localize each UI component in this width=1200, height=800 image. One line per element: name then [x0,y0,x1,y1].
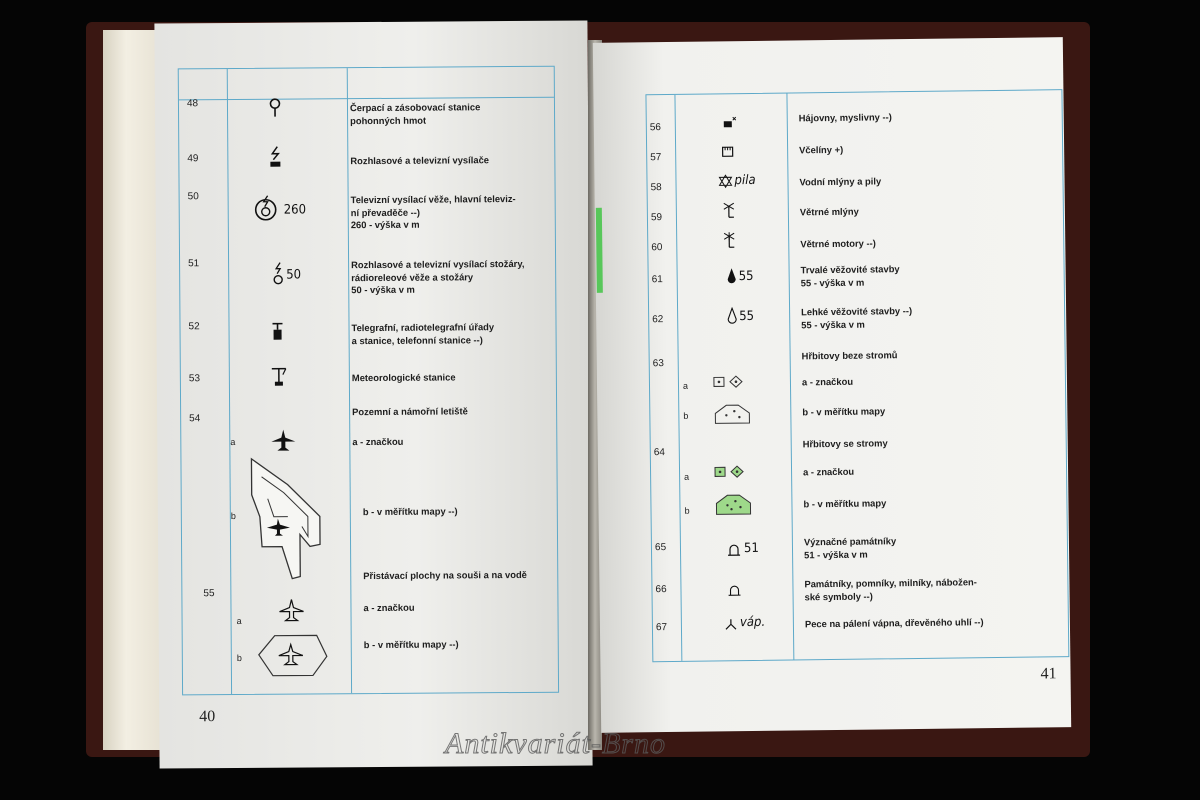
cemetery-trees-map-scale-icon [713,493,753,517]
symbol-height-label: 50 [286,267,302,283]
row-description: Lehké věžovité stavby --) 55 - výška v m [801,305,913,330]
small-monument-icon [728,585,740,597]
wind-motor-icon [722,231,736,249]
page-edges [103,30,161,750]
row-description: Památníky, pomníky, milníky, nábožen- ské symboly --) [804,576,977,602]
row-description: Význačné památníky 51 - výška v m [803,535,897,560]
sub-letter: a [236,615,242,626]
row-number: 49 [187,153,199,165]
sub-letter: b [684,505,690,516]
page-number: 41 [1040,665,1057,683]
row-description: Čerpací a zásobovací stanice pohonných hmot [349,101,481,126]
row-description: Vodní mlýny a pily [799,175,882,188]
sub-description: b - v měřítku mapy --) [363,638,459,651]
gamekeeper-lodge-icon [722,115,738,129]
sub-description: b - v měřítku mapy [803,497,887,510]
row-number: 57 [650,152,662,164]
row-number: 67 [655,622,668,634]
row-description: Meteorologické stanice [351,371,456,384]
sub-description: b - v měřítku mapy [802,405,886,418]
sub-letter: a [230,436,236,448]
sub-letter: a [684,471,690,482]
symbol-height-label: 260 [283,202,307,218]
weather-station-icon [270,366,288,388]
sub-letter: b [683,410,689,421]
row-number: 59 [650,212,663,224]
row-number: 50 [187,191,199,203]
row-description: Hřbitovy beze stromů [801,349,898,362]
sub-description: a - značkou [363,601,415,614]
monument-icon [727,543,741,557]
light-tower-icon [726,307,738,325]
airport-map-scale-icon [247,454,328,585]
page-number: 40 [199,708,216,726]
sub-description: a - značkou [352,435,404,448]
row-number: 54 [189,413,201,425]
cemetery-trees-symbol-icon [713,465,749,479]
row-number: 56 [649,122,662,134]
sub-letter: b [236,652,242,663]
right-page [593,37,1071,733]
sub-letter: b [230,510,236,521]
row-number: 60 [651,242,663,254]
row-description: Telegrafní, radiotelegrafní úřady a stanice, telefonní stanice --) [351,321,495,346]
fuel-station-icon [267,98,283,120]
windmill-icon [722,201,736,219]
row-description: Trvalé věžovité stavby 55 - výška v m [800,263,900,288]
lime-kiln-icon [724,617,738,631]
row-description: Větrné mlýny [799,205,859,218]
telegraph-office-icon [269,321,285,343]
symbol-label: váp. [739,614,766,631]
cemetery-map-scale-icon [712,403,752,425]
row-number: 63 [652,358,664,370]
airplane-icon [270,429,296,453]
row-description: Rozhlasové a televizní vysílací stožáry, rádioreleové věže a stožáry 50 - výška v m [351,257,525,296]
row-description: Větrné motory --) [800,237,876,250]
row-number: 52 [188,321,200,333]
water-mill-icon [717,173,733,189]
row-number: 66 [655,584,667,596]
radio-tv-transmitter-icon [268,145,282,169]
landing-strip-icon [278,598,304,622]
symbol-height-label: 55 [739,308,755,325]
sub-description: b - v měřítku mapy --) [362,505,458,518]
left-page [154,20,592,768]
sub-letter: a [682,380,689,391]
row-description: Rozhlasové a televizní vysílače [350,154,490,167]
cemetery-symbol-icon [712,375,748,389]
watermark: Antikvariát-Brno [445,727,666,760]
symbol-label: pila [734,172,756,189]
sub-description: a - značkou [801,375,854,388]
apiary-icon [721,145,735,159]
transmitter-mast-icon [271,261,285,287]
row-description: Pece na pálení vápna, dřevěného uhlí --) [804,616,984,630]
row-number: 48 [186,98,199,110]
row-number: 64 [653,447,666,459]
tv-tower-icon [254,193,280,223]
tower-structure-icon [726,267,738,285]
symbol-height-label: 55 [738,268,754,285]
row-description: Pozemní a námořní letiště [352,405,468,418]
row-description: Včelíny +) [799,143,844,156]
row-description: Hájovny, myslivny --) [798,111,892,124]
row-description: Hřbitovy se stromy [802,437,888,450]
sub-description: a - značkou [802,465,855,478]
row-number: 58 [650,182,662,194]
row-number: 51 [188,258,200,270]
landing-area-map-scale-icon [257,632,329,679]
row-description: Televizní vysílací věže, hlavní televiz- ní převaděče --) 260 - výška v m [350,193,516,231]
row-description: Přistávací plochy na souši a na vodě [363,568,527,582]
symbol-height-label: 51 [743,540,759,557]
row-number: 55 [203,588,215,600]
green-page-tab [596,208,603,293]
row-number: 53 [188,373,201,385]
row-number: 61 [651,274,663,286]
row-number: 62 [652,314,664,326]
row-number: 65 [654,542,667,554]
